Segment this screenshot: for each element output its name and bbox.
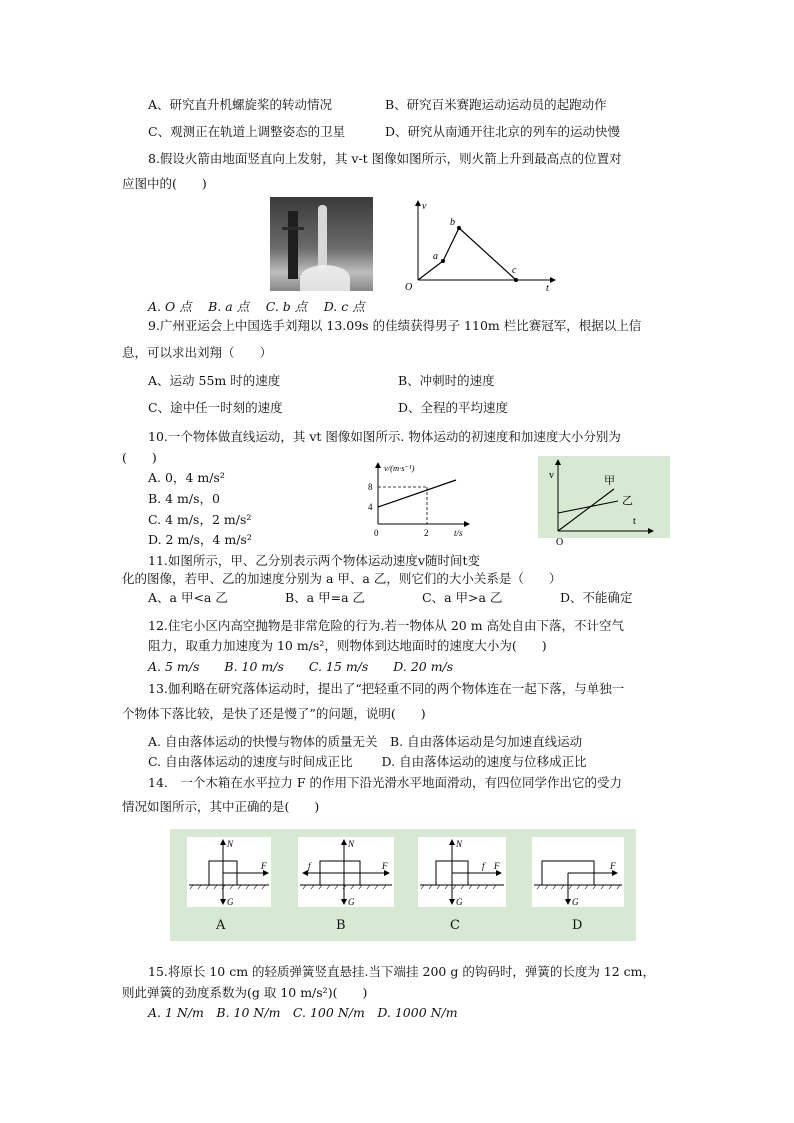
q14-c-label-g: G xyxy=(456,897,463,907)
q14-c-label-f: F xyxy=(494,861,500,871)
q9-stem-line2: 息，可以求出刘翔（ ） xyxy=(122,345,273,360)
q14-b-label-f: F xyxy=(382,861,388,871)
q14-diagram-d xyxy=(532,837,624,907)
q14-diagram-c xyxy=(418,837,506,907)
q15-stem-line1: 15.将原长 10 cm 的轻质弹簧竖直悬挂.当下端挂 200 g 的钩码时，弹簧的长度为 12 cm， xyxy=(148,964,656,979)
q13-options-cd: C. 自由落体运动的速度与时间成正比 D. 自由落体运动的速度与位移成正比 xyxy=(148,754,587,769)
q12-options: A. 5 m/s B. 10 m/s C. 15 m/s D. 20 m/s xyxy=(148,659,454,674)
q8-label-c: c xyxy=(512,265,517,276)
q14-diagram-b xyxy=(298,837,394,907)
q14-c-label-friction: f xyxy=(482,861,485,871)
q9-option-d: D、全程的平均速度 xyxy=(398,400,509,415)
q14-a-label-g: G xyxy=(227,897,234,907)
q14-force-diagrams-panel xyxy=(170,829,636,941)
q11-label-t: t xyxy=(633,516,636,527)
q14-b-label-n: N xyxy=(348,839,355,849)
q14-stem-line1: 14. 一个木箱在水平拉力 F 的作用下沿光滑水平地面滑动，有四位同学作出它的受力 xyxy=(148,775,623,790)
q14-b-label-friction: f xyxy=(308,861,311,871)
q11-option-b: B、a 甲=a 乙 xyxy=(285,590,366,605)
q8-label-b: b xyxy=(450,217,455,228)
q9-option-c: C、途中任一时刻的速度 xyxy=(148,400,283,415)
q11-label-jia: 甲 xyxy=(604,475,615,487)
q10-tick-4: 4 xyxy=(368,502,373,512)
q14-label-d: D xyxy=(572,918,583,933)
q15-stem-line2: 则此弹簧的劲度系数为(g 取 10 m/s²)( ) xyxy=(122,985,368,1000)
q8-label-v: v xyxy=(422,201,427,212)
q9-stem-line1: 9.广州亚运会上中国选手刘翔以 13.09s 的佳绩获得男子 110m 栏比赛冠军，根据以上信 xyxy=(148,318,642,333)
q13-stem-line2: 个物体下落比较，是快了还是慢了”的问题，说明( ) xyxy=(122,706,426,721)
q11-graph-panel xyxy=(538,456,670,548)
q7-option-d: D、研究从南通开往北京的列车的运动快慢 xyxy=(385,124,621,139)
q10-tick-2: 2 xyxy=(424,528,429,538)
q8-options: A. O 点 B. a 点 C. b 点 D. c 点 xyxy=(148,299,365,314)
q7-option-c: C、观测正在轨道上调整姿态的卫星 xyxy=(148,124,346,139)
q9-option-b: B、冲刺时的速度 xyxy=(398,373,495,388)
q8-label-o: O xyxy=(405,282,413,293)
q14-a-label-n: N xyxy=(227,839,234,849)
q10-vt-graph xyxy=(360,460,480,542)
q14-d-label-f: F xyxy=(610,861,616,871)
q8-stem-line2: 应图中的( ) xyxy=(122,176,207,191)
q14-label-c: C xyxy=(450,918,460,933)
q11-label-v: v xyxy=(549,470,554,481)
q7-option-b: B、研究百米赛跑运动运动员的起跑动作 xyxy=(385,97,607,112)
q10-option-d: D. 2 m/s，4 m/s² xyxy=(148,532,252,547)
q10-xlabel: t/s xyxy=(454,528,463,538)
q10-stem-line1: 10.一个物体做直线运动，其 vt 图像如图所示. 物体运动的初速度和加速度大小分别为 xyxy=(148,429,621,444)
q10-option-a: A. 0，4 m/s² xyxy=(148,470,225,485)
q14-d-label-g: G xyxy=(572,897,579,907)
q10-option-c: C. 4 m/s，2 m/s² xyxy=(148,512,252,527)
q10-tick-0: 0 xyxy=(374,528,379,538)
q12-stem-line1: 12.住宅小区内高空抛物是非常危险的行为.若一物体从 20 m 高处自由下落，不计空气 xyxy=(148,618,625,633)
rocket-launch-photo xyxy=(270,197,373,291)
q8-label-t: t xyxy=(546,283,549,294)
q10-stem-line2: ( ) xyxy=(122,450,157,465)
q14-b-label-g: G xyxy=(348,897,355,907)
q11-line-yi xyxy=(558,501,618,513)
q10-tick-8: 8 xyxy=(368,482,373,492)
q7-option-a: A、研究直升机螺旋桨的转动情况 xyxy=(148,97,333,112)
q11-stem-line2: 化的图像，若甲、乙的加速度分别为 a 甲、a 乙，则它们的大小关系是（ ） xyxy=(122,571,562,586)
q12-stem-line2: 阻力，取重力加速度为 10 m/s²，则物体到达地面时的速度大小为( ) xyxy=(148,638,547,653)
q14-c-label-n: N xyxy=(456,839,463,849)
q15-options: A. 1 N/m B. 10 N/m C. 100 N/m D. 1000 N/m xyxy=(148,1005,458,1020)
q10-option-b: B. 4 m/s，0 xyxy=(148,491,220,506)
q14-a-label-f: F xyxy=(261,861,267,871)
q11-option-d: D、不能确定 xyxy=(560,590,633,605)
q14-label-b: B xyxy=(336,918,346,933)
q11-stem-line1: 11.如图所示，甲、乙分别表示两个物体运动速度v随时间t变 xyxy=(148,553,480,568)
q11-label-o: O xyxy=(556,537,564,548)
q11-vt-graph xyxy=(538,456,670,548)
q8-label-a: a xyxy=(433,251,438,262)
q10-line xyxy=(378,480,456,507)
q8-vt-graph xyxy=(400,197,560,297)
q13-options-ab: A. 自由落体运动的快慢与物体的质量无关 B. 自由落体运动是匀加速直线运动 xyxy=(148,734,583,749)
q10-ylabel: v/(m·s⁻¹) xyxy=(384,463,415,473)
q13-stem-line1: 13.伽利略在研究落体运动时，提出了“把轻重不同的两个物体连在一起下落，与单独一 xyxy=(148,681,625,696)
q11-line-jia xyxy=(558,489,614,531)
q14-label-a: A xyxy=(216,918,226,933)
q14-stem-line2: 情况如图所示，其中正确的是( ) xyxy=(122,799,320,814)
q11-option-c: C、a 甲>a 乙 xyxy=(422,590,503,605)
q11-option-a: A、a 甲<a 乙 xyxy=(148,590,228,605)
q14-diagram-a xyxy=(187,837,271,907)
q8-stem-line1: 8.假设火箭由地面竖直向上发射，其 v-t 图像如图所示，则火箭上升到最高点的位置对 xyxy=(148,151,622,166)
q11-label-yi: 乙 xyxy=(622,495,633,507)
q9-option-a: A、运动 55m 时的速度 xyxy=(148,373,281,388)
